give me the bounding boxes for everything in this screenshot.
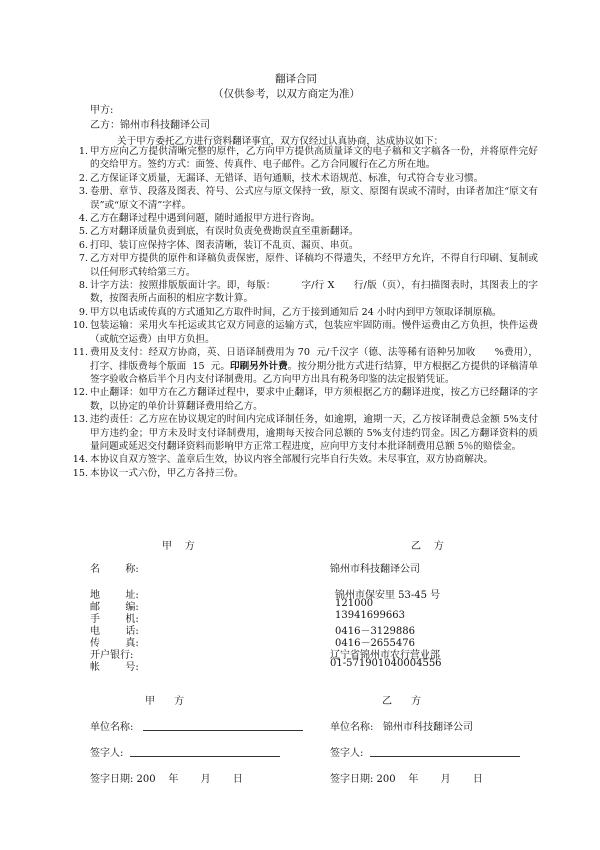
signer-line-b (370, 756, 520, 757)
clause-13 (72, 413, 538, 453)
clause-number: 6. (78, 239, 88, 251)
bank-label: 开户银行: (90, 650, 134, 661)
clause-text (90, 346, 538, 386)
name-label: 名 称: (90, 564, 139, 575)
intro-paragraph: 关于甲方委托乙方进行资料翻译事宜，双方仅经过认真协商，达成协议如下： (117, 136, 444, 147)
clause-10 (72, 319, 538, 346)
unit-name-label-a: 单位名称: (90, 722, 134, 733)
fax-label: 传 真: (90, 638, 139, 649)
account-label: 帐 号: (90, 662, 139, 673)
contract-subtitle: （仅供参考，以双方商定为准） (213, 88, 360, 100)
clause-number: 9. (78, 306, 88, 318)
sig1-party-b-header: 乙 方 (411, 541, 444, 552)
clause-14 (72, 453, 538, 466)
clause-text: 中止翻译：如甲方在乙方翻译过程中，要求中止翻译，甲方须根据乙方的翻译进度，按乙方已经翻译的字数，以协定的单价计算翻译费用给乙方。 (90, 387, 538, 412)
address-label: 地 址: (90, 590, 139, 601)
clause-text: 本协议一式六份，甲乙方各持三份。 (90, 467, 244, 479)
clause-7 (78, 252, 538, 279)
clause-11-part1: 费用及支付：经双方协商，英、日语译制费用为 70 元/千汉字（德、法等稀有语种另加收 %费用），打字、排版费每个版面 15 元。 (90, 347, 538, 372)
sign-date-a: 签字日期: 200 年 月 日 (90, 774, 243, 785)
sig2-party-b-header: 乙 方 (382, 696, 422, 707)
clause-number: 10. (72, 320, 88, 332)
clause-15 (72, 467, 538, 480)
clause-9 (78, 306, 538, 319)
clause-text: 甲方以电话或传真的方式通知乙方取件时间，乙方于接到通知后 24 小时内到甲方领取译制原稿。 (90, 306, 502, 318)
clause-text: 计字方法：按照排版版面计字。即，每版： 字/行 X 行/版（页），有扫描图表时，其图表上的字数，按图表所占面积的相应字数计算。 (90, 280, 538, 305)
signer-label-b: 签字人: (330, 748, 364, 759)
clause-text: 本协议自双方签字、盖章后生效，协议内容全部履行完毕自行失效。未尽事宜，双方协商解决。 (90, 454, 493, 466)
sig1-party-a-header: 甲 方 (162, 541, 195, 552)
clause-3 (78, 185, 538, 212)
clause-text: 包装运输：采用火车托运或其它双方同意的运输方式，包装应牢固防雨。慢件运费由乙方负担，快件运费（或航空运费）由甲方负担。 (90, 320, 538, 345)
clause-number: 1. (78, 146, 88, 157)
unit-name-label-b: 单位名称: (330, 722, 374, 733)
clause-text: 乙方对翻译质量负责到底，有误时负责免费勘误直至重新翻译。 (90, 226, 359, 238)
unit-name-line-a (143, 730, 303, 731)
clause-11 (72, 346, 538, 386)
clause-list (72, 145, 538, 480)
postcode-value: 121000 (335, 598, 374, 609)
clause-2 (78, 172, 538, 185)
clause-number: 7. (78, 253, 88, 265)
party-a-line: 甲方: (90, 105, 114, 116)
clause-4 (78, 212, 538, 225)
clause-12 (72, 386, 538, 413)
name-value: 锦州市科技翻译公司 (330, 564, 420, 575)
phone-label: 电 话: (90, 626, 139, 637)
clause-text: 乙方对甲方提供的原件和译稿负责保密，原件、译稿均不得遗失，不经甲方允许，不得自行印刷、复制或以任何形式转给第三方。 (90, 253, 538, 278)
contract-title: 翻译合同 (275, 73, 317, 85)
clause-number: 5. (78, 226, 88, 238)
fax-value: 0416－2655476 (335, 638, 415, 649)
clause-number: 14. (72, 454, 88, 466)
clause-number: 15. (72, 467, 88, 479)
clause-number: 13. (72, 414, 88, 426)
clause-number: 11. (72, 347, 88, 359)
clause-text: 乙方保证译文质量，无漏译、无错译、语句通顺，技术术语规范、标准，句式符合专业习惯。 (90, 172, 484, 184)
account-value: 01-571901040004556 (330, 658, 442, 669)
clause-11-bold: 印刷另外计费 (230, 360, 288, 372)
clause-text: 卷册、章节、段落及图表、符号、公式应与原文保持一致，原文、原图有误或不清时，由译者加注“原文有误”或“原文不清”字样。 (90, 186, 538, 211)
phone-value: 0416－3129886 (335, 626, 415, 637)
clause-5 (78, 225, 538, 238)
unit-name-value-b: 锦州市科技翻译公司 (383, 722, 473, 733)
clause-number: 3. (78, 186, 88, 198)
sign-date-b: 签字日期: 200 年 月 日 (330, 774, 483, 785)
signer-line-a (130, 756, 280, 757)
clause-text: 甲方应向乙方提供清晰完整的原件，乙方向甲方提供高质量译文的电子稿和文字稿各一份，并将原件完好的交给甲方。签约方式：面签、传真件、电子邮件。乙方合同履行在乙方所在地。 (90, 146, 538, 171)
mobile-value: 13941699663 (335, 610, 405, 621)
clause-text: 违约责任：乙方应在协议规定的时间内完成译制任务，如逾期，逾期一天，乙方按译制费总金额 5%支付甲方违约金；甲方未及时支付译制费用，逾期每天按合同总额的 5%支付违约罚金。因乙方翻译资料的质量问题或延迟交付翻译资料而影响甲方正常工程进度，应向甲方支付本批译制费用总额 5％的赔偿金。 (90, 414, 538, 452)
clause-number: 12. (72, 387, 88, 399)
address-value: 锦州市保安里 53-45 号 (335, 590, 441, 601)
clause-text: 乙方在翻译过程中遇到问题，随时通报甲方进行咨询。 (90, 213, 321, 225)
mobile-label: 手 机: (90, 614, 139, 625)
sig2-party-a-header: 甲 方 (145, 696, 185, 707)
postcode-label: 邮 编: (90, 602, 139, 613)
clause-8 (78, 279, 538, 306)
bank-value: 辽宁省锦州市农行营业部 (330, 650, 440, 661)
clause-number: 8. (78, 280, 88, 292)
clause-11-part2: 。按分期分批方式进行结算，甲方根据乙方提供的译稿清单签字验收合格后半个月内支付译制费用。乙方向甲方出具有税务印鉴的法定报销凭证。 (90, 360, 538, 385)
signer-label-a: 签字人: (90, 748, 124, 759)
clause-1 (78, 145, 538, 172)
clause-text: 打印、装订应保持字体、图表清晰，装订不乱页、漏页、串页。 (90, 239, 359, 251)
clause-number: 4. (78, 213, 88, 225)
clause-number: 2. (78, 172, 88, 184)
party-b-line: 乙方：锦州市科技翻译公司 (90, 120, 210, 131)
clause-6 (78, 239, 538, 252)
